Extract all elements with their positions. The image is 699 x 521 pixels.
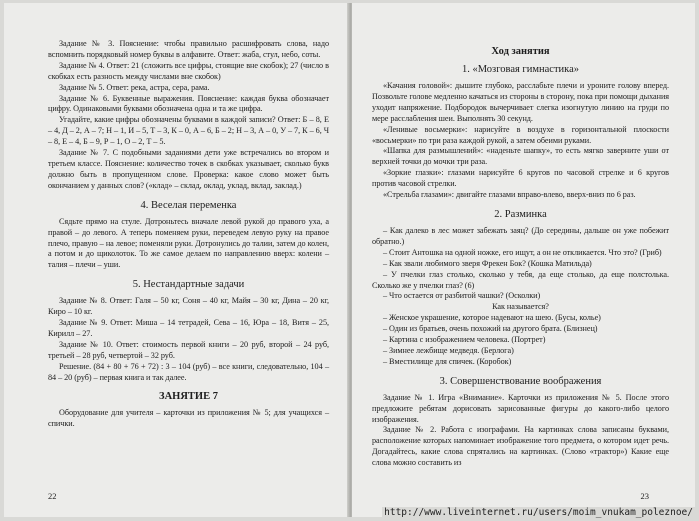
riddle: – У пчелки глаз столько, сколько у тебя, да еще столько, да еще полстолька. Сколько же у пчелки глаз? (6)	[372, 269, 669, 290]
subheading: Как называется?	[492, 302, 549, 312]
page-right	[352, 3, 695, 517]
riddle: – Один из братьев, очень похожий на другого брата. (Близнец)	[383, 324, 598, 334]
paragraph: Оборудование для учителя – карточки из приложения № 5; для учащихся – спички.	[48, 408, 329, 429]
paragraph: Задание № 9. Ответ: Миша – 14 тетрадей, Сева – 16, Юра – 18, Витя – 25, Кирилл – 27.	[48, 318, 329, 338]
paragraph: Задание № 5. Ответ: река, астра, сера, рама.	[59, 82, 210, 92]
paragraph: «Шапка для размышлений»: «наденьте шапку», то есть мягко заверните уши от верхней точки до мочки три раза.	[372, 146, 669, 167]
riddle: – Как далеко в лес может забежать заяц? (До середины, дальше он уже побежит обратно.)	[372, 225, 669, 246]
page-number: 23	[640, 491, 649, 501]
paragraph: Угадайте, какие цифры обозначены буквами в каждой записи? Ответ: Б – 8, Е – 4, Д – 2, А – 7; Н – 1, И – 5, Т – 3, К – 0, А – 6, Б – 2; Н – 3, А – 0, У – 7, К – 6, Ч – 8, Е – 4, Б – 9, Р – 1, О – 2, Т – 5.	[48, 115, 329, 147]
paragraph: «Зоркие глазки»: глазами нарисуйте 6 кругов по часовой стрелке и 6 кругов против часовой стрелки.	[372, 168, 669, 189]
section-heading: 5. Нестандартные задачи	[132, 279, 245, 291]
paragraph: Задание № 10. Ответ: стоимость первой книги – 20 руб, второй – 24 руб, третьей – 28 руб, четвертой – 32 руб.	[48, 339, 329, 360]
riddle: – Что остается от разбитой чашки? (Осколки)	[383, 291, 541, 301]
paragraph: Задание № 1. Игра «Внимание». Карточки из приложения № 5. После этого предложите ребятам дорисовать зарисованные фигуры до какого-либо целого изображения.	[372, 392, 669, 424]
riddle: – Стоит Антошка на одной ножке, его ищут, а он не откликается. Что это? (Гриб)	[383, 247, 662, 257]
paragraph: Задание № 6. Буквенные выражения. Пояснение: каждая буква обозначает цифру. Одинаковыми буквами обозначена одна и та же цифра.	[48, 93, 329, 114]
riddle: – Зимнее лежбище медведя. (Берлога)	[383, 345, 514, 355]
riddle: – Женское украшение, которое надевают на шею. (Бусы, колье)	[383, 313, 601, 323]
section-heading: 1. «Мозговая гимнастика»	[461, 64, 580, 75]
riddle: – Картина с изображением человека. (Портрет)	[383, 335, 546, 345]
source-url-watermark: http://www.liveinternet.ru/users/moim_vnukam_poleznoe/	[384, 507, 693, 518]
paragraph: «Стрельба глазами»: двигайте глазами вправо-влево, вверх-вниз по 6 раз.	[383, 190, 636, 200]
section-heading: 4. Веселая переменка	[140, 199, 237, 211]
page-number: 22	[48, 491, 57, 501]
page-left	[4, 3, 349, 517]
paragraph: Задание № 4. Ответ: 21 (сложить все цифры, стоящие вне скобок); 27 (число в скобках есть разность между числами вне скобок)	[48, 60, 329, 81]
paragraph: Решение. (84 + 80 + 76 + 72) : 3 – 104 (руб) – все книги, следовательно, 104 – 84 – 20 (руб) – первая книга и так далее.	[48, 361, 329, 382]
riddle: – Как звали любимого зверя Фрекен Бок? (Кошка Матильда)	[383, 258, 592, 268]
lesson-heading: ЗАНЯТИЕ 7	[159, 391, 218, 403]
page-title: Ход занятия	[491, 46, 550, 57]
paragraph: Задание № 2. Работа с изографами. На картинках слова записаны буквами, расположение которых напоминает изображение того предмета, о котором идет речь. Догадайтесь, какие слова спрятались на картинках. (Слово «трактор») Какие еще слова можно составить из	[372, 425, 669, 468]
paragraph: Сядьте прямо на стуле. Дотроньтесь вначале левой рукой до правого уха, а правой – до левого. А теперь поменяем руки, переведем левую руку на правое плечо, правую – на левое; поменяли руки. Дотронулись до талии, затем до колен, а потом и до щиколоток. То же самое делаем по направлению вверх: колени – талия – плечи – уши.	[48, 216, 329, 270]
paragraph: «Качания головой»: дышите глубоко, расслабьте плечи и уроните голову вперед. Позвольте голове медленно качаться из стороны в сторону, пока при помощи дыхания уходит напряжение. Подбородок вычерчивает слегка изогнутую линию на груди по мере расслабления шеи. Выполнять 30 секунд.	[372, 81, 669, 123]
paragraph: Задание № 7. С подобными заданиями дети уже встречались во втором и третьем классе. Пояснение: количество точек в скобках указывает, сколько букв должно быть в пропущенном слове. Проверка: какое слово может быть окончанием у данных слов? («клад» – склад, оклад, уклад, вклад, заклад.)	[48, 148, 329, 190]
paragraph: Задание № 8. Ответ: Галя – 50 кг, Соня – 40 кг, Майя – 30 кг, Дина – 20 кг, Киро – 10 кг.	[48, 296, 329, 317]
section-heading: 3. Совершенствование воображения	[439, 375, 602, 387]
book-spread	[4, 3, 695, 517]
paragraph: Задание № 3. Пояснение: чтобы правильно расшифровать слова, надо вспомнить порядковый номер буквы в алфавите. Ответ: жаба, стул, небо, соты.	[48, 39, 329, 59]
section-heading: 2. Разминка	[494, 208, 547, 220]
paragraph: «Ленивые восьмерки»: нарисуйте в воздухе в горизонтальной плоскости «восьмерки» по три раза каждой рукой, а затем обеими руками.	[372, 124, 669, 145]
riddle: – Вместилище для спичек. (Коробок)	[383, 356, 512, 366]
